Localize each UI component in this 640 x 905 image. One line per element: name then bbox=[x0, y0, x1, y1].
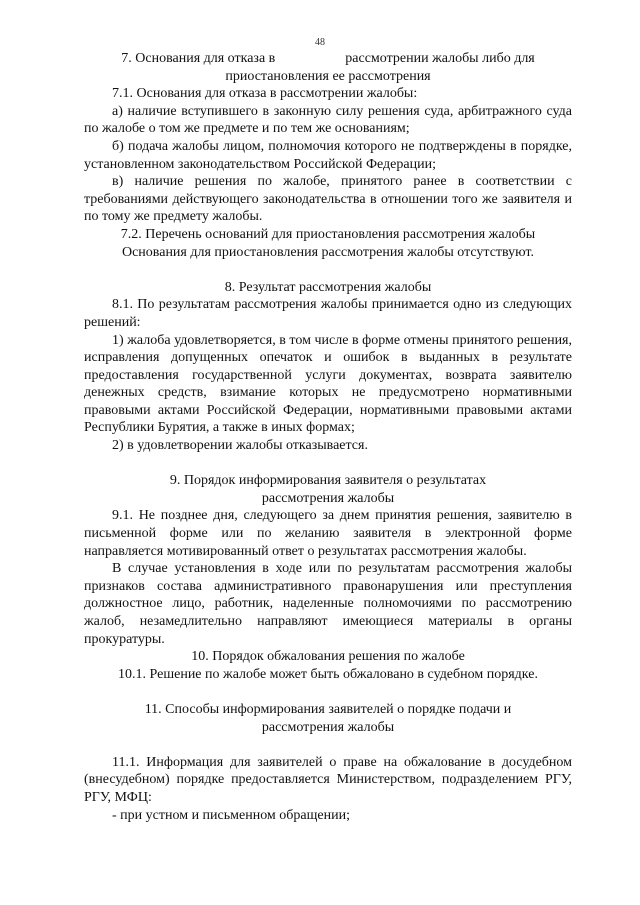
section-10-heading: 10. Порядок обжалования решения по жалобе bbox=[191, 649, 465, 665]
paragraph-11-1: 11.1. Информация для заявителей о праве на обжалование в досудебном (внесудебном) порядке предоставляется Министерством, подразделением РГУ, РГУ, МФЦ: bbox=[84, 754, 572, 805]
section-7-heading: 7. Основания для отказа в рассмотрении жалобы либо для bbox=[121, 51, 535, 66]
section-9-heading-line2: рассмотрения жалобы bbox=[261, 490, 395, 506]
section-11-heading-line2: рассмотрения жалобы bbox=[261, 719, 395, 735]
paragraph-7-1-a: а) наличие вступившего в законную силу решения суда, арбитражного суда по жалобе о том же предмете и по тем же основаниям; bbox=[84, 103, 572, 137]
paragraph-7-1-c: в) наличие решения по жалобе, принятого ранее в соответствии с требованиями действующего законодательства в отношении того же заявителя и по тому же предмету жалобы. bbox=[84, 174, 572, 225]
section-8-heading: 8. Результат рассмотрения жалобы bbox=[224, 279, 432, 295]
paragraph-8-1: 8.1. По результатам рассмотрения жалобы принимается одно из следующих решений: bbox=[84, 297, 572, 330]
paragraph-10-1: 10.1. Решение по жалобе может быть обжаловано в судебном порядке. bbox=[118, 666, 538, 682]
section-7-heading-line2: приостановления ее рассмотрения bbox=[225, 68, 431, 84]
paragraph-8-1-item-2: 2) в удовлетворении жалобы отказывается. bbox=[112, 438, 368, 454]
paragraph-9-1: 9.1. Не позднее дня, следующего за днем принятия решения, заявителю в письменной форме или по желанию заявителя в электронной форме направляется мотивированный ответ о результатах рассмотрения жалобы. bbox=[84, 508, 572, 559]
paragraph-8-1-item-1: 1) жалоба удовлетворяется, в том числе в форме отмены принятого решения, исправления допущенных опечаток и ошибок в выданных в результате предоставления государственной услуги документах, возврата заявителю денежных средств, взимание которых не предусмотрено нормативными правовыми актами Российской Федерации, нормативными правовыми актами Республики Бурятия, а также в иных формах; bbox=[84, 332, 572, 436]
section-11-heading: 11. Способы информирования заявителей о порядке подачи и bbox=[144, 701, 512, 717]
paragraph-7-2-text: Основания для приостановления рассмотрения жалобы отсутствуют. bbox=[121, 244, 534, 260]
document-body bbox=[84, 50, 572, 824]
paragraph-7-1-b: б) подача жалобы лицом, полномочия которого не подтверждены в порядке, установленном законодательством Российской Федерации; bbox=[84, 138, 572, 172]
paragraph-7-2: 7.2. Перечень оснований для приостановления рассмотрения жалобы bbox=[120, 226, 536, 242]
page-number: 48 bbox=[315, 37, 325, 48]
paragraph-7-1: 7.1. Основания для отказа в рассмотрении жалобы: bbox=[112, 86, 418, 102]
section-9-heading: 9. Порядок информирования заявителя о результатах bbox=[169, 473, 487, 489]
paragraph-11-1-item-1: - при устном и письменном обращении; bbox=[112, 807, 350, 823]
paragraph-9-2: В случае установления в ходе или по результатам рассмотрения жалобы признаков состава административного правонарушения или преступления должностное лицо, работник, наделенные полномочиями по рассмотрению жалоб, незамедлительно направляют имеющиеся материалы в органы прокуратуры. bbox=[84, 561, 572, 647]
